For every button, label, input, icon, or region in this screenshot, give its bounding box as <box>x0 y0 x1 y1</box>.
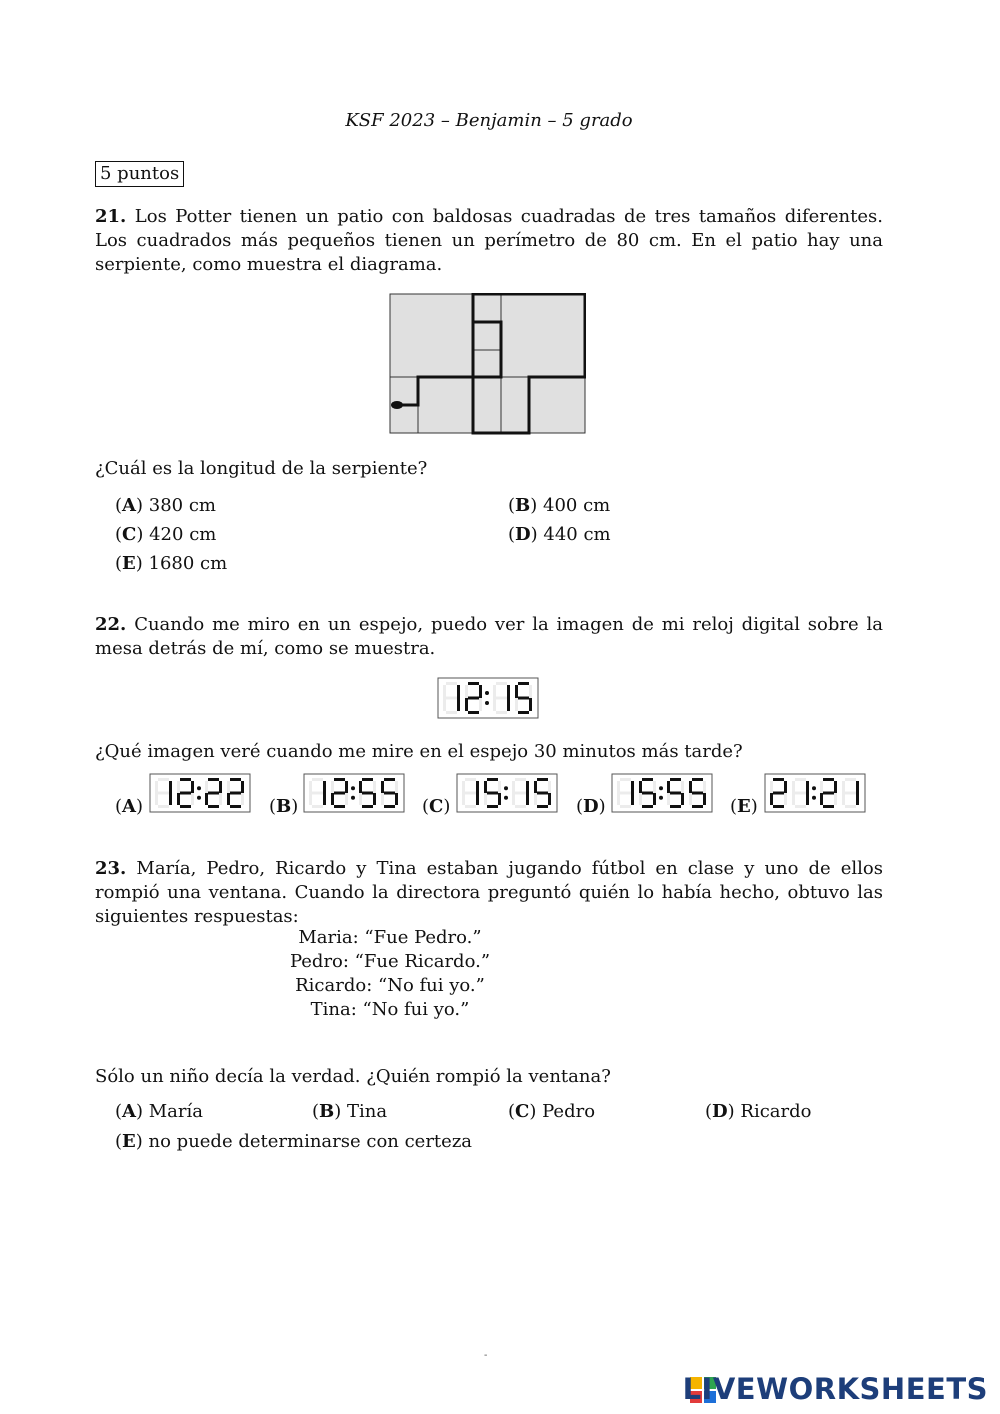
clock-segment <box>476 793 479 805</box>
clock-segment <box>692 792 703 795</box>
clock-segment <box>331 781 334 793</box>
option-b-clock[interactable] <box>303 773 405 813</box>
clock-segment <box>834 781 837 793</box>
clock-segment <box>227 793 230 805</box>
clock-segment <box>689 793 692 805</box>
clock-segment <box>457 698 460 711</box>
statement-maria: Maria: “Fue Pedro.” <box>298 927 482 948</box>
clock-colon <box>197 796 201 800</box>
clock-segment <box>498 781 501 793</box>
option-a-clock[interactable] <box>149 773 251 813</box>
clock-segment <box>180 792 191 795</box>
clock-segment <box>537 792 548 795</box>
clock-segment <box>373 781 376 793</box>
clock-segment <box>795 778 806 781</box>
clock-segment <box>642 778 653 781</box>
clock-segment <box>465 805 476 808</box>
page-mark: - <box>484 1350 488 1361</box>
clock-segment <box>667 793 670 805</box>
clock-segment <box>177 781 180 793</box>
clock-segment <box>180 778 191 781</box>
clock-segment <box>323 781 326 793</box>
clock-segment <box>795 792 806 795</box>
option-d-clock[interactable] <box>611 773 713 813</box>
clock-segment <box>155 793 158 805</box>
option-e-label[interactable]: (E) <box>730 796 758 817</box>
clock-segment <box>507 698 510 711</box>
clock-segment <box>457 685 460 698</box>
clock-segment <box>443 698 446 711</box>
clock-segment <box>443 685 446 698</box>
clock-segment <box>845 778 856 781</box>
clock-segment <box>359 793 362 805</box>
clock-segment <box>205 781 208 793</box>
clock-segment <box>158 805 169 808</box>
clock-segment <box>381 781 384 793</box>
clock-segment <box>468 682 479 685</box>
clock-segment <box>653 781 656 793</box>
clock-segment <box>518 697 529 700</box>
question-21-text <box>95 205 883 277</box>
clock-segment <box>169 781 172 793</box>
clock-segment <box>784 781 787 793</box>
clock-segment <box>384 805 395 808</box>
clock-segment <box>496 697 507 700</box>
clock-segment <box>792 781 795 793</box>
clock-colon <box>504 796 508 800</box>
clock-segment <box>518 711 529 714</box>
option-a-label[interactable]: (A) <box>115 796 144 817</box>
clock-segment <box>639 781 642 793</box>
clock-segment <box>856 793 859 805</box>
question-23-text <box>95 857 883 929</box>
clock-segment <box>515 698 518 711</box>
clock-segment <box>534 781 537 793</box>
clock-segment <box>230 778 241 781</box>
clock-segment <box>462 793 465 805</box>
option-d-label[interactable]: (D) <box>576 796 606 817</box>
clock-segment <box>359 781 362 793</box>
clock-segment <box>468 697 479 700</box>
clock-segment <box>617 781 620 793</box>
clock-segment <box>792 793 795 805</box>
clock-colon <box>659 786 663 790</box>
clock-segment <box>773 792 784 795</box>
clock-segment <box>208 792 219 795</box>
clock-segment <box>362 778 373 781</box>
clock-segment <box>670 792 681 795</box>
clock-segment <box>692 778 703 781</box>
clock-segment <box>312 792 323 795</box>
question-number: 21. <box>95 206 127 227</box>
clock-segment <box>823 805 834 808</box>
statement-pedro: Pedro: “Fue Ricardo.” <box>289 951 491 972</box>
clock-segment <box>230 805 241 808</box>
clock-segment <box>334 805 345 808</box>
clock-segment <box>191 781 194 793</box>
clock-segment <box>487 805 498 808</box>
clock-colon <box>812 796 816 800</box>
clock-segment <box>537 778 548 781</box>
clock-segment <box>395 781 398 793</box>
clock-segment <box>842 781 845 793</box>
clock-segment <box>381 793 384 805</box>
clock-segment <box>465 778 476 781</box>
clock-segment <box>462 781 465 793</box>
clock-segment <box>515 778 526 781</box>
clock-colon <box>485 691 489 695</box>
clock-segment <box>670 778 681 781</box>
clock-colon <box>504 786 508 790</box>
clock-segment <box>465 792 476 795</box>
clock-segment <box>526 793 529 805</box>
clock-segment <box>208 805 219 808</box>
clock-segment <box>484 793 487 805</box>
clock-segment <box>823 778 834 781</box>
clock-segment <box>642 805 653 808</box>
clock-segment <box>823 792 834 795</box>
clock-segment <box>773 805 784 808</box>
clock-segment <box>518 682 529 685</box>
clock-segment <box>529 698 532 711</box>
clock-segment <box>653 793 656 805</box>
clock-segment <box>323 793 326 805</box>
clock-segment <box>309 793 312 805</box>
clock-segment <box>395 793 398 805</box>
option-a[interactable]: (A) María <box>115 1101 204 1122</box>
option-c-clock[interactable] <box>456 773 558 813</box>
clock-segment <box>548 781 551 793</box>
clock-segment <box>703 793 706 805</box>
clock-segment <box>241 793 244 805</box>
option-a[interactable]: (A) 380 cm <box>115 495 216 516</box>
question-23-prompt: Sólo un niño decía la verdad. ¿Quién rompió la ventana? <box>95 1066 611 1087</box>
clock-segment <box>205 793 208 805</box>
clock-segment <box>476 781 479 793</box>
patio-diagram <box>389 293 586 435</box>
option-b[interactable]: (B) 400 cm <box>508 495 611 516</box>
clock-segment <box>548 793 551 805</box>
clock-segment <box>227 781 230 793</box>
clock-segment <box>845 805 856 808</box>
clock-segment <box>191 793 194 805</box>
clock-segment <box>331 793 334 805</box>
clock-segment <box>512 793 515 805</box>
clock-segment <box>773 778 784 781</box>
clock-segment <box>806 793 809 805</box>
clock-segment <box>169 793 172 805</box>
clock-segment <box>312 805 323 808</box>
question-body: Los Potter tienen un patio con baldosas cuadradas de tres tamaños diferentes. Los cuadrados más pequeños tienen un perímetro de 80 cm. En el patio hay una serpiente, como muestra el diagrama. <box>95 206 883 275</box>
option-e[interactable]: (E) no puede determinarse con certeza <box>115 1131 473 1152</box>
clock-segment <box>384 778 395 781</box>
clock-segment <box>498 793 501 805</box>
clock-colon <box>351 796 355 800</box>
clock-segment <box>529 685 532 698</box>
clock-segment <box>795 805 806 808</box>
option-c[interactable]: (C) Pedro <box>508 1101 596 1122</box>
clock-segment <box>515 685 518 698</box>
page-header: KSF 2023 – Benjamin – 5 grado <box>345 110 633 131</box>
option-e-clock[interactable] <box>764 773 866 813</box>
option-b-label[interactable]: (B) <box>269 796 299 817</box>
clock-segment <box>158 778 169 781</box>
question-body: María, Pedro, Ricardo y Tina estaban jugando fútbol en clase y uno de ellos rompió una ventana. Cuando la directora preguntó quién lo había hecho, obtuvo las siguientes respuestas: <box>95 858 883 927</box>
clock-segment <box>820 793 823 805</box>
liveworksheets-brand: LIVEWORKSHEETS <box>682 1372 988 1406</box>
clock-segment <box>642 792 653 795</box>
clock-segment <box>820 781 823 793</box>
clock-segment <box>177 793 180 805</box>
points-label: 5 puntos <box>95 161 184 187</box>
clock-segment <box>526 781 529 793</box>
clock-segment <box>507 685 510 698</box>
clock-segment <box>834 793 837 805</box>
clock-segment <box>620 792 631 795</box>
clock-colon <box>485 701 489 705</box>
option-b[interactable]: (B) Tina <box>312 1101 388 1122</box>
clock-segment <box>845 792 856 795</box>
clock-segment <box>465 698 468 711</box>
clock-segment <box>484 781 487 793</box>
clock-segment <box>537 805 548 808</box>
clock-segment <box>639 793 642 805</box>
clock-segment <box>770 793 773 805</box>
snake-head-icon <box>391 401 403 409</box>
clock-segment <box>362 805 373 808</box>
clock-segment <box>241 781 244 793</box>
option-c-label[interactable]: (C) <box>422 796 451 817</box>
question-21-prompt: ¿Cuál es la longitud de la serpiente? <box>95 458 428 479</box>
clock-segment <box>487 778 498 781</box>
option-d[interactable]: (D) 440 cm <box>508 524 611 545</box>
clock-segment <box>512 781 515 793</box>
clock-segment <box>534 793 537 805</box>
clock-segment <box>446 682 457 685</box>
question-22-prompt: ¿Qué imagen veré cuando me mire en el espejo 30 minutos más tarde? <box>95 741 743 762</box>
clock-segment <box>681 793 684 805</box>
clock-colon <box>659 796 663 800</box>
statement-ricardo: Ricardo: “No fui yo.” <box>295 975 485 996</box>
clock-segment <box>856 781 859 793</box>
clock-segment <box>362 792 373 795</box>
clock-segment <box>703 781 706 793</box>
clock-segment <box>617 793 620 805</box>
question-22-text <box>95 613 883 661</box>
clock-segment <box>692 805 703 808</box>
clock-segment <box>309 781 312 793</box>
clock-segment <box>155 781 158 793</box>
clock-segment <box>620 805 631 808</box>
clock-segment <box>631 781 634 793</box>
clock-segment <box>446 711 457 714</box>
clock-colon <box>197 786 201 790</box>
clock-segment <box>493 685 496 698</box>
clock-segment <box>468 711 479 714</box>
clock-segment <box>384 792 395 795</box>
clock-segment <box>493 698 496 711</box>
clock-segment <box>479 685 482 698</box>
clock-segment <box>681 781 684 793</box>
clock-segment <box>373 793 376 805</box>
clock-segment <box>784 793 787 805</box>
clock-segment <box>515 792 526 795</box>
clock-colon <box>351 786 355 790</box>
clock-segment <box>670 805 681 808</box>
clock-segment <box>515 805 526 808</box>
clock-segment <box>631 793 634 805</box>
clock-segment <box>312 778 323 781</box>
clock-segment <box>334 778 345 781</box>
clock-segment <box>667 781 670 793</box>
clock-segment <box>479 698 482 711</box>
clock-segment <box>842 793 845 805</box>
clock-segment <box>496 711 507 714</box>
option-d[interactable]: (D) Ricardo <box>705 1101 812 1122</box>
clock-segment <box>334 792 345 795</box>
clock-segment <box>345 781 348 793</box>
option-e[interactable]: (E) 1680 cm <box>115 553 228 574</box>
clock-segment <box>208 778 219 781</box>
clock-segment <box>620 778 631 781</box>
clock-segment <box>806 781 809 793</box>
question-body: Cuando me miro en un espejo, puedo ver la imagen de mi reloj digital sobre la mesa detrás de mí, como se muestra. <box>95 614 883 659</box>
question-number: 23. <box>95 858 127 879</box>
clock-segment <box>230 792 241 795</box>
clock-segment <box>770 781 773 793</box>
clock-segment <box>487 792 498 795</box>
clock-segment <box>465 685 468 698</box>
clock-segment <box>689 781 692 793</box>
clock-segment <box>180 805 191 808</box>
option-c[interactable]: (C) 420 cm <box>115 524 217 545</box>
clock-segment <box>219 793 222 805</box>
clock-segment <box>345 793 348 805</box>
clock-segment <box>158 792 169 795</box>
mirror-clock-image <box>437 677 539 719</box>
clock-colon <box>812 786 816 790</box>
clock-segment <box>496 682 507 685</box>
clock-segment <box>219 781 222 793</box>
clock-segment <box>446 697 457 700</box>
question-number: 22. <box>95 614 127 635</box>
statement-tina: Tina: “No fui yo.” <box>310 999 470 1020</box>
